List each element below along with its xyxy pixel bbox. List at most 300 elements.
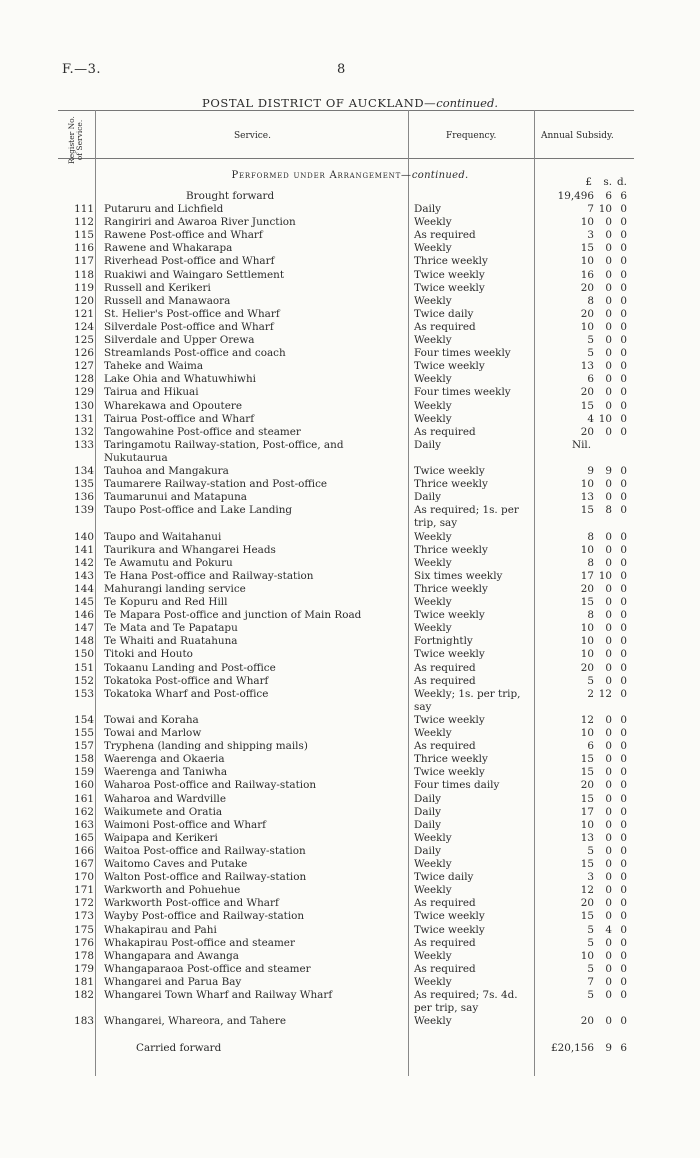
service-name: Whangarei and Parua Bay bbox=[104, 975, 242, 988]
service-name: Tokatoka Post-office and Wharf bbox=[104, 674, 269, 687]
frequency-value: As required bbox=[414, 897, 476, 910]
register-number: 120 bbox=[74, 294, 94, 307]
frequency-value: Thrice weekly bbox=[414, 478, 488, 491]
subsidy-pounds: 20 bbox=[580, 386, 594, 399]
subsidy-shillings: 0 bbox=[605, 897, 612, 910]
subsidy-shillings: 8 bbox=[605, 504, 612, 517]
subsidy-pounds: 3 bbox=[587, 871, 594, 884]
service-name: Whangarei, Whareora, and Tahere bbox=[104, 1015, 286, 1028]
service-name: Te Kopuru and Red Hill bbox=[104, 596, 228, 608]
register-number: 148 bbox=[74, 635, 94, 648]
subsidy-pence: 0 bbox=[620, 307, 627, 320]
subsidy-shillings: 0 bbox=[605, 373, 612, 386]
service-name: Russell and Kerikeri bbox=[104, 281, 211, 294]
subsidy-pounds: 20 bbox=[580, 897, 594, 910]
subsidy-shillings: 0 bbox=[605, 871, 612, 884]
subsidy-shillings: 10 bbox=[598, 412, 612, 425]
page-id: F.—3. bbox=[62, 62, 102, 77]
subsidy-pence: 0 bbox=[620, 242, 627, 255]
subsidy-shillings: 0 bbox=[605, 661, 612, 674]
subsidy-shillings: 0 bbox=[605, 962, 612, 975]
subsidy-shillings: 0 bbox=[605, 229, 612, 242]
register-header: Register No. of Service. bbox=[67, 116, 84, 164]
frequency-value: As required bbox=[414, 740, 476, 753]
subsidy-pence: 0 bbox=[620, 923, 627, 936]
service-name: Waitomo Caves and Putake bbox=[104, 858, 248, 870]
register-number: 112 bbox=[74, 216, 94, 229]
register-number: 143 bbox=[74, 569, 94, 582]
subsidy-pounds: 16 bbox=[580, 268, 594, 281]
section-title-cont: continued. bbox=[411, 170, 469, 181]
subsidy-pounds: 15 bbox=[580, 766, 594, 779]
subsidy-pence: 0 bbox=[620, 582, 627, 595]
subsidy-pence: 0 bbox=[620, 425, 627, 438]
service-name: Ruakiwi and Waingaro Settlement bbox=[104, 268, 285, 281]
pence-header: d. bbox=[617, 176, 627, 188]
register-number: 153 bbox=[74, 687, 94, 700]
register-number: 165 bbox=[74, 831, 94, 844]
service-name: Te Whaiti and Ruatahuna bbox=[104, 635, 238, 648]
subsidy-pence: 0 bbox=[620, 661, 627, 674]
service-name: Towai and Marlow bbox=[104, 727, 202, 739]
register-number: 172 bbox=[74, 897, 94, 910]
subsidy-shillings: 0 bbox=[605, 792, 612, 805]
col-rule-frequency bbox=[534, 110, 535, 1076]
frequency-value: Twice daily bbox=[414, 307, 474, 320]
brought-forward-label: Brought forward bbox=[186, 190, 275, 202]
register-number: 151 bbox=[74, 661, 94, 674]
subsidy-pounds: 15 bbox=[580, 792, 594, 805]
frequency-value: Twice weekly bbox=[414, 766, 485, 779]
brought-forward-pence: 6 bbox=[620, 190, 627, 202]
subsidy-pounds: 7 bbox=[587, 203, 594, 215]
frequency-value: Weekly bbox=[414, 556, 452, 569]
service-name: Te Mapara Post-office and junction of Main Road bbox=[104, 609, 362, 622]
subsidy-pence: 0 bbox=[620, 216, 627, 229]
subsidy-pounds: 17 bbox=[580, 805, 594, 818]
subsidy-pence: 0 bbox=[620, 569, 627, 582]
service-name: Te Awamutu and Pokuru bbox=[104, 556, 233, 569]
subsidy-pounds: 10 bbox=[580, 543, 594, 556]
subsidy-pence: 0 bbox=[620, 779, 627, 792]
subsidy-pounds: 13 bbox=[580, 360, 594, 373]
subsidy-pounds: 3 bbox=[587, 229, 594, 242]
subsidy-pence: 0 bbox=[620, 491, 627, 504]
subsidy-pence: 0 bbox=[620, 766, 627, 779]
section-title bbox=[0, 170, 700, 181]
service-name: Waharoa Post-office and Railway-station bbox=[104, 779, 317, 792]
register-number: 157 bbox=[74, 740, 94, 753]
service-name: Tangowahine Post-office and steamer bbox=[104, 425, 301, 438]
subsidy-pounds: 10 bbox=[580, 648, 594, 661]
subsidy-pounds: 15 bbox=[580, 399, 594, 412]
service-name: Wharekawa and Opoutere bbox=[104, 399, 242, 412]
frequency-value: Weekly bbox=[414, 294, 452, 307]
service-name: Warkworth and Pohuehue bbox=[104, 884, 241, 897]
service-name: Walton Post-office and Railway-station bbox=[104, 871, 307, 884]
register-number: 129 bbox=[74, 386, 94, 399]
subsidy-shillings: 0 bbox=[605, 910, 612, 923]
register-number: 154 bbox=[74, 713, 94, 726]
subsidy-pounds: 10 bbox=[580, 949, 594, 962]
frequency-value: As required bbox=[414, 320, 476, 333]
subsidy-pounds: 10 bbox=[580, 255, 594, 268]
service-name: Tairua and Hikuai bbox=[104, 386, 199, 399]
register-number: 162 bbox=[74, 805, 94, 818]
header-rule-top bbox=[58, 110, 634, 111]
service-name: Waimoni Post-office and Wharf bbox=[104, 818, 267, 831]
col-rule-register bbox=[95, 110, 96, 1076]
subsidy-pence: 0 bbox=[620, 543, 627, 556]
subsidy-shillings: 0 bbox=[605, 949, 612, 962]
subsidy-shillings: 0 bbox=[605, 635, 612, 648]
service-name: Waikumete and Oratia bbox=[104, 805, 223, 818]
register-number: 124 bbox=[74, 320, 94, 333]
subsidy-pence: 0 bbox=[620, 975, 627, 988]
register-number: 144 bbox=[74, 582, 94, 595]
subsidy-pence: 0 bbox=[620, 648, 627, 661]
register-number: 176 bbox=[74, 936, 94, 949]
frequency-value: Twice weekly bbox=[414, 465, 485, 477]
subsidy-shillings: 0 bbox=[605, 779, 612, 792]
subsidy-pounds: 7 bbox=[587, 975, 594, 988]
subsidy-pence: 0 bbox=[620, 989, 627, 1001]
register-number: 178 bbox=[74, 949, 94, 962]
subsidy-shillings: 0 bbox=[605, 740, 612, 753]
frequency-value: Four times daily bbox=[414, 779, 500, 792]
service-name: Taurikura and Whangarei Heads bbox=[104, 543, 276, 556]
subsidy-pence: 0 bbox=[620, 268, 627, 281]
shillings-header: s. bbox=[603, 176, 612, 188]
service-name: Waharoa and Wardville bbox=[104, 792, 226, 805]
subsidy-shillings: 0 bbox=[605, 556, 612, 569]
register-number: 126 bbox=[74, 347, 94, 360]
subsidy-pounds: 6 bbox=[587, 740, 594, 753]
subsidy-pounds: 6 bbox=[587, 373, 594, 386]
subsidy-pence: 0 bbox=[620, 949, 627, 962]
subsidy-pounds: 20 bbox=[580, 661, 594, 674]
subsidy-shillings: 0 bbox=[605, 347, 612, 360]
subsidy-pence: 0 bbox=[620, 229, 627, 242]
frequency-value: Weekly bbox=[414, 373, 452, 386]
subsidy-pounds: 15 bbox=[580, 858, 594, 870]
frequency-value: Weekly bbox=[414, 727, 452, 739]
service-name: Tryphena (landing and shipping mails) bbox=[104, 740, 308, 753]
frequency-value: Weekly bbox=[414, 858, 452, 870]
register-number: 128 bbox=[74, 373, 94, 386]
subsidy-pence: 0 bbox=[620, 596, 627, 608]
service-name: Taumarere Railway-station and Post-office bbox=[104, 478, 328, 491]
district-title bbox=[0, 96, 700, 110]
frequency-value: As required bbox=[414, 674, 476, 687]
subsidy-shillings: 0 bbox=[605, 766, 612, 779]
page-number: 8 bbox=[337, 62, 346, 77]
subsidy-pence: 0 bbox=[620, 910, 627, 923]
service-name: Titoki and Houto bbox=[104, 648, 193, 661]
subsidy-pence: 0 bbox=[620, 556, 627, 569]
district-title-cont: continued. bbox=[436, 96, 498, 110]
service-name: Mahurangi landing service bbox=[104, 582, 246, 595]
register-number: 134 bbox=[74, 465, 94, 477]
frequency-value: Twice weekly bbox=[414, 360, 485, 373]
register-number: 127 bbox=[74, 360, 94, 373]
frequency-value: Daily bbox=[414, 818, 442, 831]
service-name: Whangaparaoa Post-office and steamer bbox=[104, 962, 311, 975]
subsidy-pounds: 2 bbox=[587, 687, 594, 700]
service-name: Taupo Post-office and Lake Landing bbox=[104, 504, 293, 517]
brought-forward-shillings: 6 bbox=[605, 190, 612, 202]
subsidy-pounds: 20 bbox=[580, 779, 594, 792]
subsidy-pence: 0 bbox=[620, 687, 627, 700]
frequency-value: As required bbox=[414, 962, 476, 975]
subsidy-shillings: 0 bbox=[605, 255, 612, 268]
subsidy-shillings: 0 bbox=[605, 622, 612, 635]
subsidy-pounds: 8 bbox=[587, 556, 594, 569]
frequency-value: Weekly bbox=[414, 530, 452, 543]
subsidy-shillings: 0 bbox=[605, 596, 612, 608]
brought-forward-pounds: 19,496 bbox=[557, 190, 594, 202]
service-name: Waerenga and Okaeria bbox=[104, 753, 225, 766]
subsidy-pounds: 17 bbox=[580, 569, 594, 582]
subsidy-pence: 0 bbox=[620, 334, 627, 346]
register-number: 141 bbox=[74, 543, 94, 556]
frequency-value: Weekly bbox=[414, 242, 452, 255]
service-name: Streamlands Post-office and coach bbox=[104, 347, 286, 360]
subsidy-pence: 0 bbox=[620, 373, 627, 386]
service-name: Tokaanu Landing and Post-office bbox=[104, 661, 276, 674]
subsidy-shillings: 0 bbox=[605, 844, 612, 857]
frequency-value: Weekly bbox=[414, 622, 452, 635]
subsidy-shillings: 10 bbox=[598, 203, 612, 215]
service-name: Warkworth Post-office and Wharf bbox=[104, 897, 279, 910]
service-name: Taheke and Waima bbox=[104, 360, 204, 373]
service-name: Waerenga and Taniwha bbox=[104, 766, 228, 779]
subsidy-shillings: 0 bbox=[605, 334, 612, 346]
subsidy-pounds: 20 bbox=[580, 281, 594, 294]
register-number: 171 bbox=[74, 884, 94, 897]
subsidy-pounds: 5 bbox=[587, 334, 594, 346]
subsidy-pence: 0 bbox=[620, 713, 627, 726]
subsidy-pounds: 5 bbox=[587, 936, 594, 949]
subsidy-pence: 0 bbox=[620, 1015, 627, 1028]
frequency-value: Thrice weekly bbox=[414, 543, 488, 556]
subsidy-shillings: 0 bbox=[605, 530, 612, 543]
register-number: 147 bbox=[74, 622, 94, 635]
subsidy-pence: 0 bbox=[620, 399, 627, 412]
subsidy-pence: 0 bbox=[620, 962, 627, 975]
subsidy-shillings: 0 bbox=[605, 386, 612, 399]
subsidy-pence: 0 bbox=[620, 386, 627, 399]
register-number: 170 bbox=[74, 871, 94, 884]
subsidy-shillings: 0 bbox=[605, 242, 612, 255]
frequency-value: Daily bbox=[414, 792, 442, 805]
subsidy-header: Annual Subsidy. bbox=[541, 131, 614, 141]
register-number: 161 bbox=[74, 792, 94, 805]
register-number: 121 bbox=[74, 307, 94, 320]
subsidy-shillings: 0 bbox=[605, 805, 612, 818]
frequency-value: Thrice weekly bbox=[414, 753, 488, 766]
pounds-header: £ bbox=[585, 176, 592, 188]
subsidy-pounds: 10 bbox=[580, 622, 594, 635]
frequency-value: Four times weekly bbox=[414, 386, 511, 399]
subsidy-pence: 0 bbox=[620, 465, 627, 477]
subsidy-pounds: 8 bbox=[587, 530, 594, 543]
service-name: Te Hana Post-office and Railway-station bbox=[104, 569, 314, 582]
register-number: 173 bbox=[74, 910, 94, 923]
carried-forward-label: Carried forward bbox=[136, 1042, 222, 1055]
carried-forward-pounds: £20,156 bbox=[551, 1042, 594, 1055]
frequency-value: Weekly bbox=[414, 831, 452, 844]
subsidy-pounds: 20 bbox=[580, 307, 594, 320]
service-name: Whangapara and Awanga bbox=[104, 949, 239, 962]
service-name: Whakapirau Post-office and steamer bbox=[104, 936, 295, 949]
subsidy-pounds: 10 bbox=[580, 478, 594, 491]
section-title-main: Performed under Arrangement— bbox=[231, 170, 412, 181]
service-name: Taringamotu Railway-station, Post-office, and Nukutaurua bbox=[104, 438, 344, 464]
frequency-value: Twice weekly bbox=[414, 910, 485, 923]
subsidy-pence: 0 bbox=[620, 844, 627, 857]
frequency-value: Weekly bbox=[414, 884, 452, 897]
subsidy-pounds: 13 bbox=[580, 491, 594, 504]
service-name: Rangiriri and Awaroa River Junction bbox=[104, 216, 296, 229]
subsidy-pence: 0 bbox=[620, 727, 627, 739]
subsidy-shillings: 0 bbox=[605, 543, 612, 556]
subsidy-shillings: 10 bbox=[598, 569, 612, 582]
subsidy-pounds: 20 bbox=[580, 1015, 594, 1028]
subsidy-pounds: 8 bbox=[587, 609, 594, 622]
frequency-value: Twice daily bbox=[414, 871, 474, 884]
frequency-value: Daily bbox=[414, 491, 442, 504]
subsidy-pounds: 9 bbox=[587, 465, 594, 477]
service-header: Service. bbox=[234, 131, 271, 141]
subsidy-shillings: 0 bbox=[605, 753, 612, 766]
frequency-value: Twice weekly bbox=[414, 609, 485, 622]
service-name: Whakapirau and Pahi bbox=[104, 923, 217, 936]
register-number: 136 bbox=[74, 491, 94, 504]
subsidy-shillings: 0 bbox=[605, 975, 612, 988]
service-name: Russell and Manawaora bbox=[104, 294, 231, 307]
subsidy-shillings: 0 bbox=[605, 713, 612, 726]
subsidy-pence: 0 bbox=[620, 805, 627, 818]
frequency-value: As required bbox=[414, 229, 476, 242]
subsidy-pence: 0 bbox=[620, 818, 627, 831]
subsidy-pence: 0 bbox=[620, 255, 627, 268]
register-number: 146 bbox=[74, 609, 94, 622]
subsidy-shillings: 9 bbox=[605, 465, 612, 477]
service-name: Silverdale Post-office and Wharf bbox=[104, 320, 274, 333]
subsidy-shillings: 0 bbox=[605, 818, 612, 831]
subsidy-pounds: 15 bbox=[580, 242, 594, 255]
frequency-value: Weekly bbox=[414, 1015, 452, 1028]
subsidy-pounds: 12 bbox=[580, 713, 594, 726]
service-name: Towai and Koraha bbox=[104, 713, 199, 726]
subsidy-pounds: 5 bbox=[587, 674, 594, 687]
subsidy-shillings: 0 bbox=[605, 307, 612, 320]
subsidy-pence: 0 bbox=[620, 831, 627, 844]
frequency-value: Thrice weekly bbox=[414, 255, 488, 268]
frequency-value: Thrice weekly bbox=[414, 582, 488, 595]
subsidy-pence: 0 bbox=[620, 412, 627, 425]
frequency-value: As required; 7s. 4d. per trip, say bbox=[414, 989, 518, 1014]
register-number: 115 bbox=[74, 229, 94, 242]
register-number: 130 bbox=[74, 399, 94, 412]
subsidy-shillings: 0 bbox=[605, 360, 612, 373]
subsidy-shillings: 0 bbox=[605, 216, 612, 229]
subsidy-shillings: 0 bbox=[605, 320, 612, 333]
subsidy-nil: Nil. bbox=[572, 438, 592, 451]
subsidy-pence: 0 bbox=[620, 858, 627, 870]
frequency-value: Weekly bbox=[414, 949, 452, 962]
service-name: Te Mata and Te Papatapu bbox=[104, 622, 238, 635]
service-name: Tairua Post-office and Wharf bbox=[104, 412, 255, 425]
register-number: 140 bbox=[74, 530, 94, 543]
subsidy-pounds: 10 bbox=[580, 216, 594, 229]
subsidy-shillings: 0 bbox=[605, 294, 612, 307]
register-number: 155 bbox=[74, 727, 94, 739]
frequency-value: Weekly bbox=[414, 399, 452, 412]
subsidy-pounds: 20 bbox=[580, 425, 594, 438]
subsidy-pounds: 5 bbox=[587, 923, 594, 936]
subsidy-shillings: 0 bbox=[605, 268, 612, 281]
service-name: Riverhead Post-office and Wharf bbox=[104, 255, 275, 268]
subsidy-pounds: 5 bbox=[587, 962, 594, 975]
register-number: 125 bbox=[74, 334, 94, 346]
service-name: Lake Ohia and Whatuwhiwhi bbox=[104, 373, 256, 386]
subsidy-pence: 0 bbox=[620, 674, 627, 687]
frequency-value: As required bbox=[414, 936, 476, 949]
frequency-value: As required bbox=[414, 661, 476, 674]
service-name: Whangarei Town Wharf and Railway Wharf bbox=[104, 989, 333, 1001]
subsidy-pence: 0 bbox=[620, 294, 627, 307]
subsidy-pounds: 15 bbox=[580, 504, 594, 517]
register-number: 175 bbox=[74, 923, 94, 936]
subsidy-pence: 0 bbox=[620, 622, 627, 635]
subsidy-pounds: 8 bbox=[587, 294, 594, 307]
subsidy-pence: 0 bbox=[620, 281, 627, 294]
register-number: 142 bbox=[74, 556, 94, 569]
subsidy-pounds: 15 bbox=[580, 596, 594, 608]
register-number: 167 bbox=[74, 858, 94, 870]
subsidy-pounds: 15 bbox=[580, 910, 594, 923]
frequency-value: Weekly bbox=[414, 412, 452, 425]
frequency-value: Four times weekly bbox=[414, 347, 511, 360]
subsidy-shillings: 0 bbox=[605, 884, 612, 897]
register-number: 117 bbox=[74, 255, 94, 268]
subsidy-shillings: 4 bbox=[605, 923, 612, 936]
register-number: 133 bbox=[74, 438, 94, 451]
register-number: 132 bbox=[74, 425, 94, 438]
service-name: Silverdale and Upper Orewa bbox=[104, 334, 255, 346]
frequency-value: Daily bbox=[414, 844, 442, 857]
subsidy-shillings: 0 bbox=[605, 609, 612, 622]
subsidy-pence: 0 bbox=[620, 320, 627, 333]
subsidy-pence: 0 bbox=[620, 530, 627, 543]
subsidy-pounds: 4 bbox=[587, 412, 594, 425]
subsidy-pence: 0 bbox=[620, 360, 627, 373]
subsidy-shillings: 0 bbox=[605, 858, 612, 870]
service-name: Waitoa Post-office and Railway-station bbox=[104, 844, 306, 857]
service-name: Rawene and Whakarapa bbox=[104, 242, 233, 255]
register-number: 116 bbox=[74, 242, 94, 255]
register-number: 181 bbox=[74, 975, 94, 988]
frequency-value: Twice weekly bbox=[414, 648, 485, 661]
frequency-value: As required bbox=[414, 425, 476, 438]
subsidy-shillings: 0 bbox=[605, 425, 612, 438]
subsidy-pounds: 10 bbox=[580, 818, 594, 831]
register-number: 118 bbox=[74, 268, 94, 281]
carried-forward-shillings: 9 bbox=[605, 1042, 612, 1055]
subsidy-shillings: 0 bbox=[605, 831, 612, 844]
